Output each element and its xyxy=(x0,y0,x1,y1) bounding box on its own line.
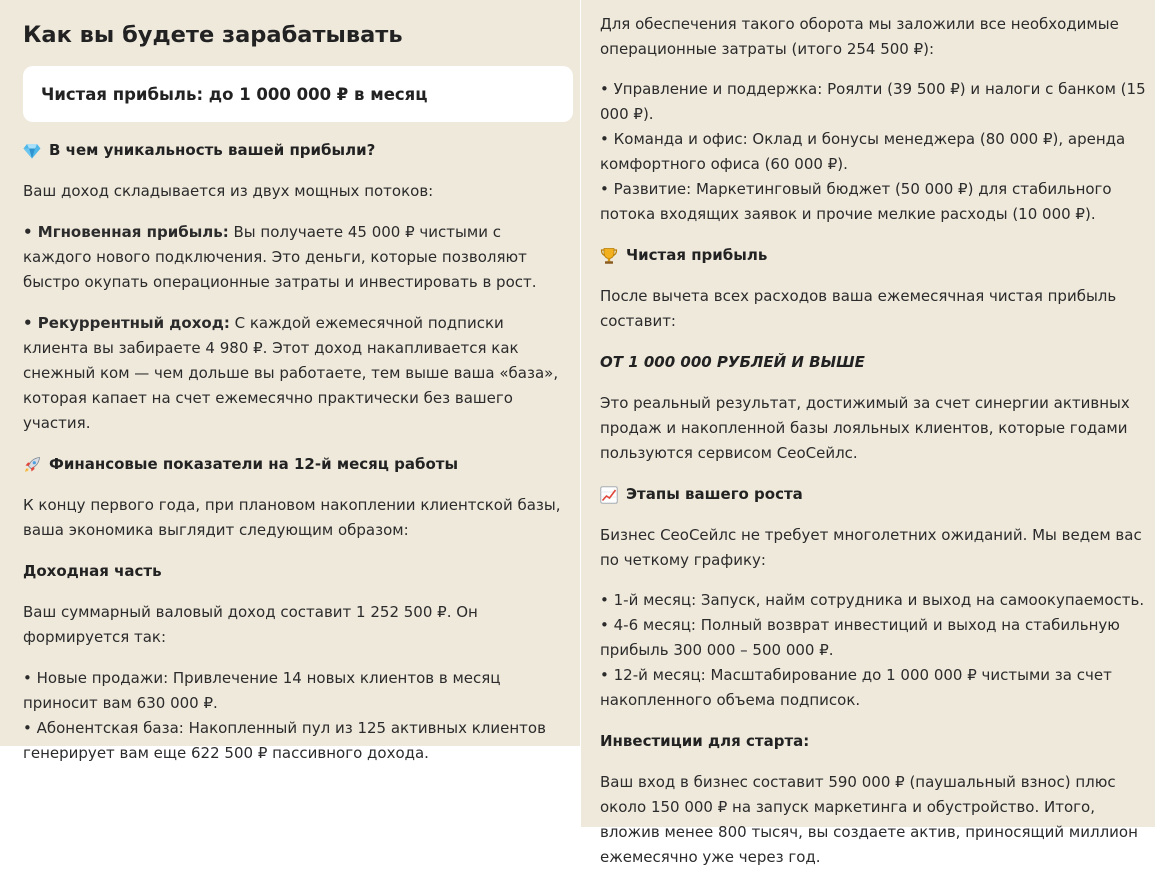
invest-text: Ваш вход в бизнес составит 590 000 ₽ (паушальный взнос) плюс около 150 000 ₽ на запуск маркетинга и обустройство. Итого, вложив менее 800 тысяч, вы создаете актив, приносящий миллион ежемесячно уже через год. xyxy=(600,773,1138,866)
income-heading: Доходная часть xyxy=(23,562,162,580)
gem-icon xyxy=(23,142,41,160)
list-item: • Развитие: Маркетинговый бюджет (50 000 ₽) для стабильного потока входящих заявок и прочие мелкие расходы (10 000 ₽). xyxy=(600,180,1112,223)
profit-card-text: Чистая прибыль: до 1 000 000 ₽ в месяц xyxy=(41,84,428,104)
profit-value: ОТ 1 000 000 РУБЛЕЙ И ВЫШЕ xyxy=(600,353,865,371)
growth-list xyxy=(600,588,1155,713)
finance-heading-text: Финансовые показатели на 12-й месяц работы xyxy=(49,455,459,473)
unique-intro: Ваш доход складывается из двух мощных потоков: xyxy=(23,182,434,200)
instant-profit-text: Вы получаете 45 000 ₽ чистыми с каждого нового подключения. Это деньги, которые позволяют быстро окупать операционные затраты и инвестировать в рост. xyxy=(23,223,537,291)
instant-profit-paragraph xyxy=(23,220,573,295)
invest-heading: Инвестиции для старта: xyxy=(600,732,810,750)
profit-heading xyxy=(600,243,1155,268)
list-item: • 12-й месяц: Масштабирование до 1 000 000 ₽ чистыми за счет накопленного объема подписок. xyxy=(600,666,1112,709)
rocket-icon xyxy=(23,456,41,474)
profit-text: Это реальный результат, достижимый за счет синергии активных продаж и накопленной базы лояльных клиентов, которые годами пользуются сервисом СеоСейлс. xyxy=(600,394,1130,462)
profit-intro: После вычета всех расходов ваша ежемесячная чистая прибыль составит: xyxy=(600,287,1117,330)
right-column xyxy=(581,0,1155,866)
finance-intro: К концу первого года, при плановом накоплении клиентской базы, ваша экономика выглядит следующим образом: xyxy=(23,496,561,539)
instant-profit-label: • Мгновенная прибыль: xyxy=(23,223,229,241)
list-item: • Абонентская база: Накопленный пул из 125 активных клиентов генерирует вам еще 622 500 ₽ пассивного дохода. xyxy=(23,719,546,762)
growth-intro: Бизнес СеоСейлс не требует многолетних ожиданий. Мы ведем вас по четкому графику: xyxy=(600,526,1142,569)
list-item: • Управление и поддержка: Роялти (39 500 ₽) и налоги с банком (15 000 ₽). xyxy=(600,80,1146,123)
income-list xyxy=(23,666,573,766)
costs-intro: Для обеспечения такого оборота мы заложили все необходимые операционные затраты (итого 254 500 ₽): xyxy=(600,15,1119,58)
list-item: • 1-й месяц: Запуск, найм сотрудника и выход на самоокупаемость. xyxy=(600,591,1145,609)
left-column xyxy=(0,0,580,762)
growth-heading xyxy=(600,482,1155,507)
finance-heading xyxy=(23,452,573,477)
recurring-income-text: С каждой ежемесячной подписки клиента вы забираете 4 980 ₽. Этот доход накапливается как снежный ком — чем дольше вы работаете, тем выше ваша «база», которая капает на счет ежемесячно практически без вашего участия. xyxy=(23,314,559,432)
profit-card xyxy=(23,66,573,122)
profit-heading-text: Чистая прибыль xyxy=(626,246,768,264)
page-title: Как вы будете зарабатывать xyxy=(23,22,403,48)
unique-heading-text: В чем уникальность вашей прибыли? xyxy=(49,141,376,159)
list-item: • Новые продажи: Привлечение 14 новых клиентов в месяц приносит вам 630 000 ₽. xyxy=(23,669,501,712)
list-item: • Команда и офис: Оклад и бонусы менеджера (80 000 ₽), аренда комфортного офиса (60 000 ₽). xyxy=(600,130,1126,173)
income-intro: Ваш суммарный валовый доход составит 1 252 500 ₽. Он формируется так: xyxy=(23,603,478,646)
unique-heading xyxy=(23,138,573,163)
recurring-income-label: • Рекуррентный доход: xyxy=(23,314,230,332)
trophy-icon xyxy=(600,247,618,265)
chart-increasing-icon xyxy=(600,486,618,504)
growth-heading-text: Этапы вашего роста xyxy=(626,485,803,503)
costs-list xyxy=(600,77,1155,227)
recurring-income-paragraph xyxy=(23,311,573,436)
list-item: • 4-6 месяц: Полный возврат инвестиций и выход на стабильную прибыль 300 000 – 500 000 ₽. xyxy=(600,616,1120,659)
